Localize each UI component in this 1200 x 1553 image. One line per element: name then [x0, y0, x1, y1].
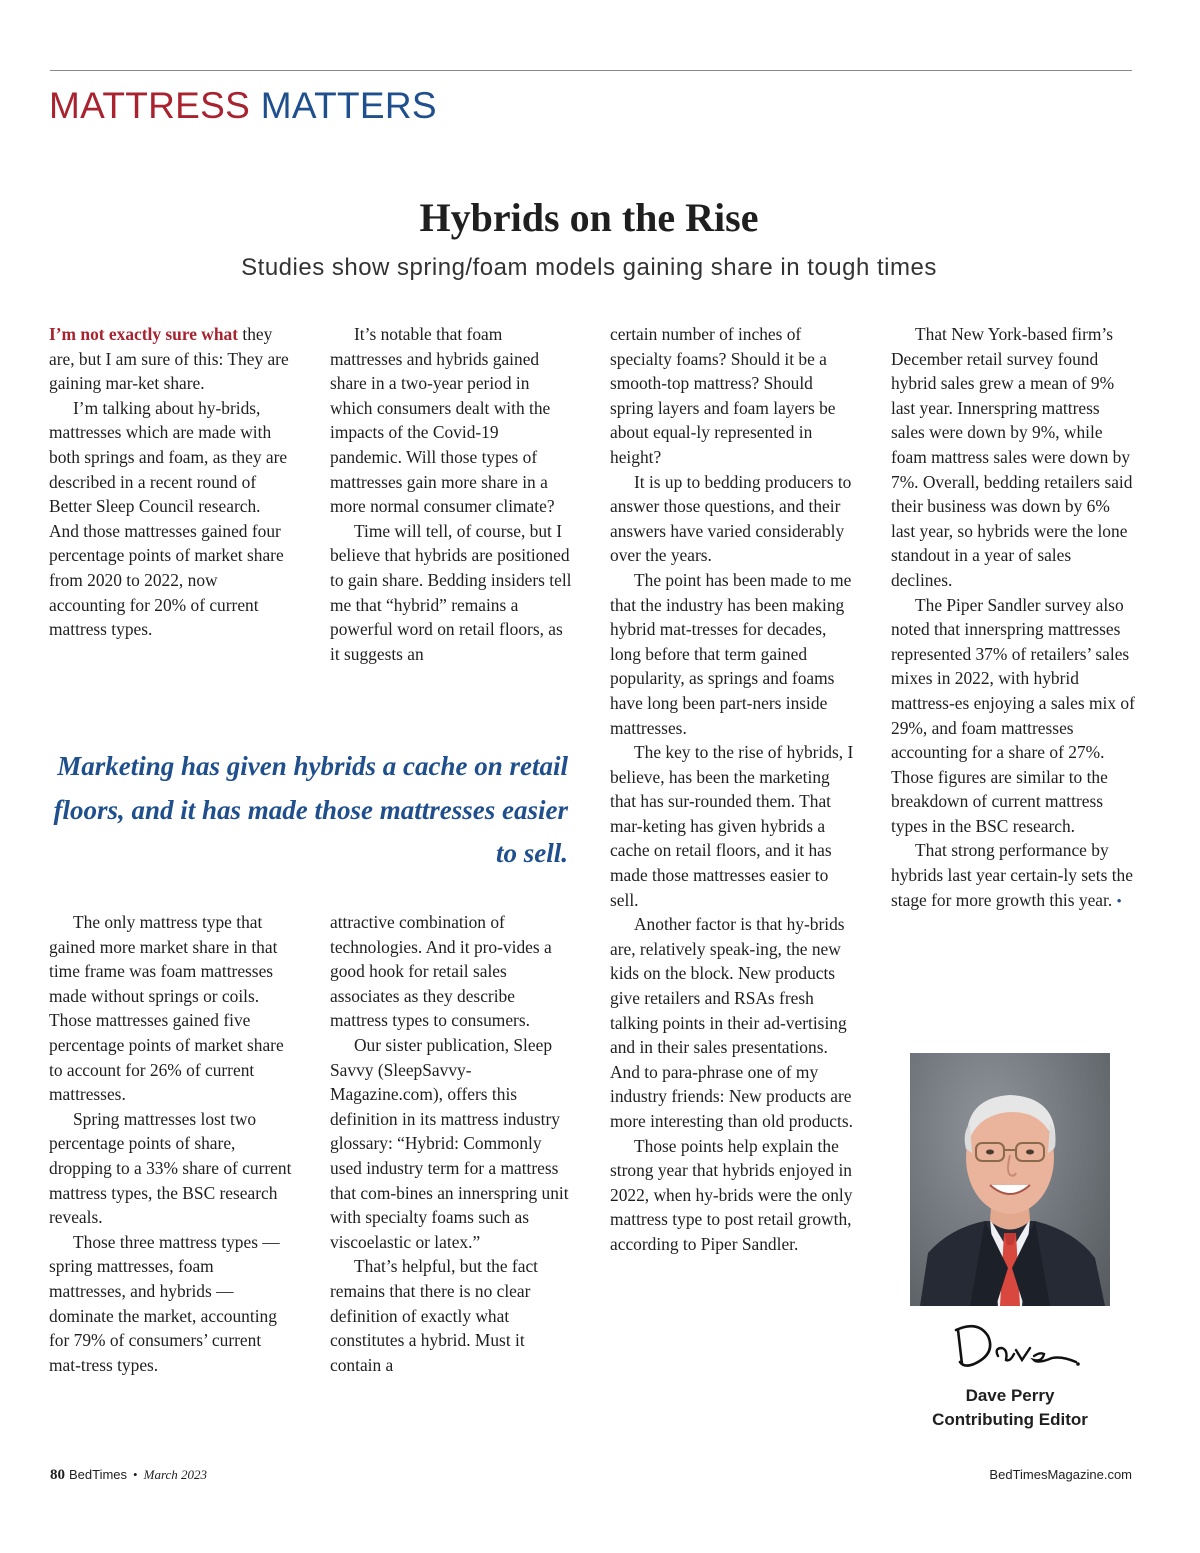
- paragraph: That New York-based firm’s December retail survey found hybrid sales grew a mean of 9% last year. Innerspring mattress sales were down by 9%, while foam mattress sales were down by 7%. Overall, bedding retailers said their business was down by 6% last year, so hybrids were the lone standout in a year of sales declines.: [891, 324, 1133, 590]
- paragraph: That’s helpful, but the fact remains that there is no clear definition of exactly what constitutes a hybrid. Must it contain a: [330, 1256, 538, 1375]
- column-1-top: [49, 322, 293, 642]
- paragraph: Time will tell, of course, but I believe that hybrids are positioned to gain share. Bedding insiders tell me that “hybrid” remains a powerful word on retail floors, as it suggests an: [330, 520, 572, 664]
- paragraph: The Piper Sandler survey also noted that innerspring mattresses represented 37% of retailers’ sales mixes in 2022, with hybrid mattress-es enjoying a sales mix of 29%, and foam mattresses accounting for a share of 27%. Those figures are similar to the breakdown of current mattress types in the BSC research.: [891, 594, 1135, 836]
- end-mark: •: [1116, 893, 1122, 910]
- paragraph: I’m talking about hy-brids, mattresses which are made with both springs and foam, as they are described in a recent round of Better Sleep Council research. And those mattresses gained four percentage points of market share from 2020 to 2022, now accounting for 20% of current mattress types.: [49, 397, 288, 640]
- column-4: [891, 322, 1135, 914]
- section-title-word1: MATTRESS: [49, 85, 251, 126]
- author-photo: [910, 1053, 1110, 1306]
- publication-name: BedTimes: [69, 1467, 128, 1482]
- byline: [910, 1384, 1110, 1432]
- column-2-top: [330, 322, 574, 666]
- article-deck: Studies show spring/foam models gaining share in tough times: [241, 254, 937, 281]
- paragraph: The point has been made to me that the industry has been making hybrid mat-tresses for decades, long before that term gained popularity, as springs and foams have long been part-ners inside mattresses.: [610, 569, 852, 738]
- paragraph: The only mattress type that gained more market share in that time frame was foam mattresses made without springs or coils. Those mattresses gained five percentage points of market share to account for 26% of current mattresses.: [49, 912, 284, 1105]
- footer-website: BedTimesMagazine.com: [989, 1467, 1132, 1482]
- author-title: Contributing Editor: [932, 1410, 1088, 1429]
- paragraph: Those points help explain the strong year that hybrids enjoyed in 2022, when hy-brids were the only mattress type to post retail growth, according to Piper Sandler.: [610, 1135, 853, 1254]
- paragraph: Our sister publication, Sleep Savvy (SleepSavvy-Magazine.com), offers this definition in its mattress industry glossary: “Hybrid: Commonly used industry term for a mattress that com-bines an innerspring unit with specialty foams such as viscoelastic or latex.”: [330, 1034, 569, 1252]
- paragraph: That strong performance by hybrids last year certain-ly sets the stage for more growth this year. •: [891, 840, 1133, 910]
- paragraph: Another factor is that hy-brids are, relatively speak-ing, the new kids on the block. New products give retailers and RSAs fresh talking points in their ad-vertising and in their sales presentations. And to para-phrase one of my industry friends: New products are more interesting than old products.: [610, 914, 853, 1131]
- paragraph: The key to the rise of hybrids, I believe, has been the marketing that has sur-rounded them. That mar-keting has given hybrids a cache on retail floors, and it has made those mattresses easier to sell.: [610, 742, 854, 910]
- section-title-word2: MATTERS: [260, 85, 437, 126]
- column-2-bottom: [330, 910, 574, 1377]
- column-1-bottom: [49, 910, 293, 1377]
- column-3: [610, 322, 854, 1257]
- paragraph: Spring mattresses lost two percentage points of share, dropping to a 33% share of current mattress types, the BSC research reveals.: [49, 1108, 292, 1228]
- author-name: Dave Perry: [965, 1386, 1055, 1405]
- paragraph: certain number of inches of specialty foams? Should it be a smooth-top mattress? Should spring layers and foam layers be about equal-ly represented in height?: [610, 324, 836, 467]
- article-headline: Hybrids on the Rise: [419, 195, 759, 240]
- footer-folio: [50, 1466, 207, 1484]
- lead-in: I’m not exactly sure what: [49, 324, 239, 344]
- pull-quote: Marketing has given hybrids a cache on retail floors, and it has made those mattresses easier to sell.: [53, 751, 568, 868]
- paragraph: I’m not exactly sure what they are, but I am sure of this: They are gaining mar-ket share.: [49, 324, 289, 394]
- paragraph: It is up to bedding producers to answer those questions, and their answers have varied considerably over the years.: [610, 471, 852, 566]
- issue-date: March 2023: [143, 1467, 208, 1482]
- footer-separator: •: [133, 1467, 138, 1482]
- paragraph: It’s notable that foam mattresses and hybrids gained share in a two-year period in which consumers dealt with the impacts of the Covid-19 pandemic. Will those types of mattresses gain more share in a more normal consumer climate?: [330, 324, 555, 517]
- author-signature: [948, 1318, 1083, 1383]
- paragraph: Those three mattress types — spring mattresses, foam mattresses, and hybrids — dominate the market, accounting for 79% of consumers’ current mat-tress types.: [49, 1231, 280, 1375]
- page-number: 80: [50, 1467, 65, 1483]
- paragraph: attractive combination of technologies. And it pro-vides a good hook for retail sales associates as they describe mattress types to consumers.: [330, 912, 552, 1031]
- section-title: [49, 84, 437, 128]
- top-rule: [50, 70, 1132, 71]
